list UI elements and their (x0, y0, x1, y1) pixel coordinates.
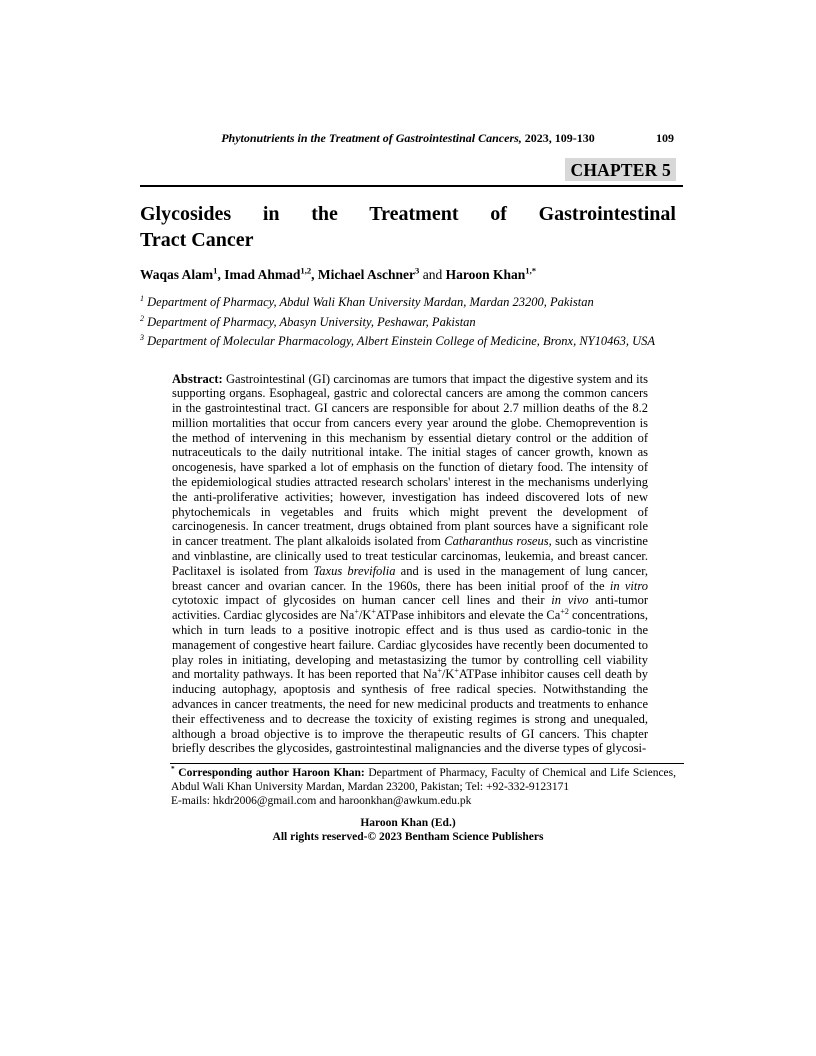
affiliation-2: $^2$ Department of Pharmacy, Abasyn University, Peshawar, Pakistan (140, 313, 476, 329)
running-head-title: Phytonutrients in the Treatment of Gastrointestinal Cancers, 2023, 109-130 (221, 131, 595, 145)
page-number: 109 (656, 131, 674, 145)
chapter-heading (140, 157, 676, 183)
corresponding-author-footnote: * Corresponding author Haroon Khan: Department of Pharmacy, Faculty of Chemical and Life Sciences, Abdul Wali Khan University Mardan, Mardan 23200, Pakistan; Tel: +92-332-9123171 E-mails: hkdr2006@gmail.com and haroonkhan@awkum.edu.pk (171, 764, 676, 807)
publisher-rights-line: All rights reserved-© 2023 Bentham Science Publishers (272, 831, 544, 844)
affiliations-block (140, 293, 676, 352)
running-head (140, 131, 676, 145)
affiliation-1: $^1$ Department of Pharmacy, Abdul Wali Khan University Mardan, Mardan 23200, Pakistan (140, 293, 594, 309)
chapter-label: CHAPTER 5 (565, 158, 677, 181)
publisher-block (140, 816, 676, 845)
content-column (140, 131, 676, 845)
abstract-text: Abstract: Gastrointestinal (GI) carcinomas are tumors that impact the digestive system and its supporting organs. Esophageal, gastric and colorectal cancers are among the common cancers in the gastrointestinal tract. GI cancers are responsible for about 2.7 million deaths of the 8.2 million mortalities that occur from cancers every year around the globe. Chemoprevention is the method of intervening in this mechanism by essential dietary control or the addition of nutraceuticals to the daily nutritional intake. The initial stages of cancer growth, known as oncogenesis, have sparked a lot of emphasis on the function of dietary food. The intensity of the epidemiological studies attracted research scholars' interest in the mechanisms underlying the anti-proliferative activities; however, investigation has indeed discovered lots of new phytochemicals in vegetables and fruits which might prevent the development of carcinogenesis. In cancer treatment, drugs obtained from plant sources have a significant role in cancer treatment. The plant alkaloids isolated from Catharanthus roseus, such as vincristine and vinblastine, are clinically used to treat testicular carcinomas, leukemia, and breast cancer. Paclitaxel is isolated from Taxus brevifolia and is used in the management of lung cancer, breast cancer and ovarian cancer. In the 1960s, there has been initial proof of the in vitro cytotoxic impact of glycosides on human cancer cell lines and their in vivo anti-tumor activities. Cardiac glycosides are Na+/K+ATPase inhibitors and elevate the $Ca^{+2}$ concentrations, which in turn leads to a positive inotropic effect and is thus used as cardio-tonic in the management of congestive heart failure. Cardiac glycosides have recently been documented to play roles in initiating, developing and metastasizing the tumor by controlling cell viability and mortality pathways. It has been reported that Na+/K+ATPase inhibitor causes cell death by inducing autophagy, apoptosis and synthesis of free radical species. Notwithstanding the advances in cancer treatments, the need for new medicinal products and treatments to enhance their effectiveness and to decrease the toxicity of existing regimes is strong and unequaled, although a broad objective is to improve the therapeutic results of GI cancers. This chapter briefly describes the glycosides, gastrointestinal malignancies and the diverse types of glycosi- (172, 371, 649, 756)
publisher-editor-line: Haroon Khan (Ed.) (360, 816, 456, 829)
affiliation-3: $^3$ Department of Molecular Pharmacology, Albert Einstein College of Medicine, Bronx, NY10463, USA (140, 332, 656, 348)
authors-line: Waqas Alam$^1$, Imad Ahmad$^{1,2}$, Michael Aschner$^3$ and Haroon Khan$^{1,*}$ (140, 265, 537, 282)
title-line-1: Glycosides in the Treatment of Gastrointestinal (140, 203, 676, 225)
footnote-rule (170, 763, 684, 764)
header-rule (140, 185, 683, 187)
page-title (140, 201, 676, 253)
title-line-2: Tract Cancer (140, 229, 254, 251)
